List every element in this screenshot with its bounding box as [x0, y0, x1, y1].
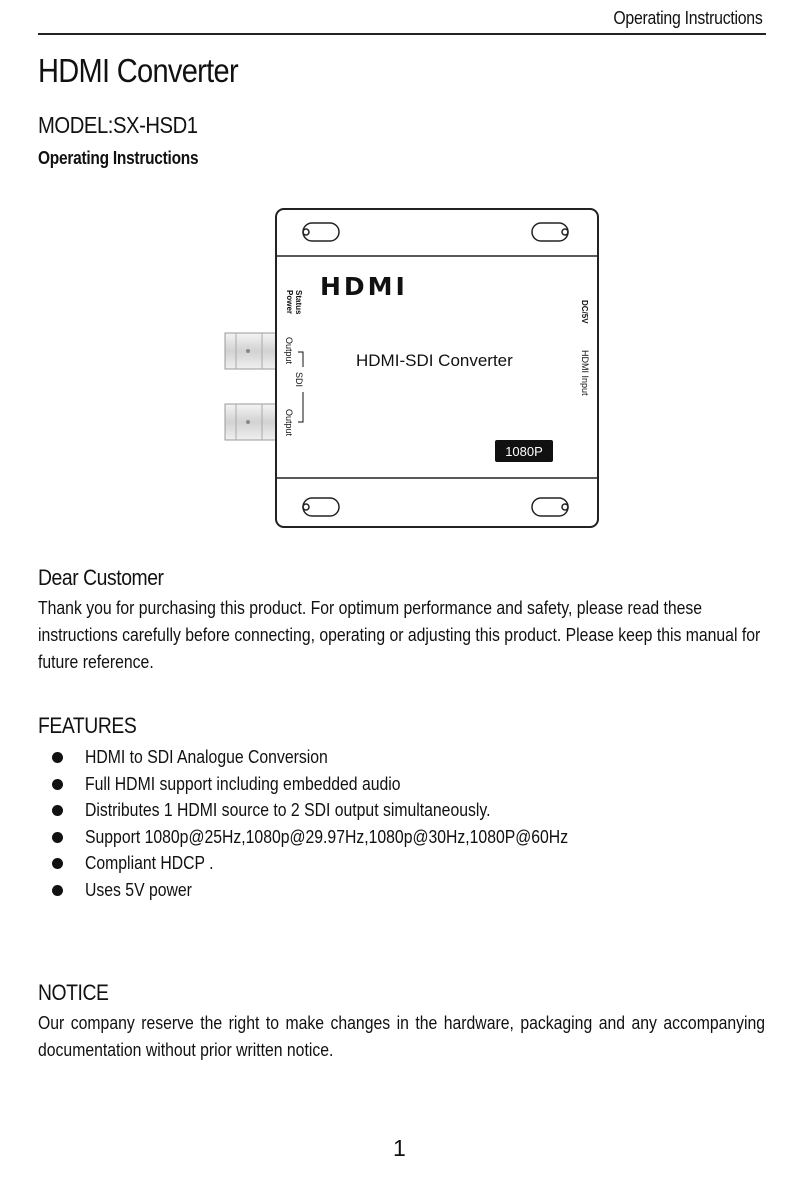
status-label: Status: [294, 290, 303, 315]
document-subtitle: Operating Instructions: [38, 148, 199, 168]
sdi-connector-top: [225, 333, 277, 369]
features-heading: FEATURES: [38, 713, 137, 738]
output-bottom-label: Output: [284, 409, 294, 437]
document-title: HDMI Converter: [38, 52, 238, 89]
running-header-title: Operating Instructions: [612, 8, 762, 28]
bullet-icon: [52, 805, 63, 816]
hdmi-input-label: HDMI Input: [580, 350, 590, 396]
page-number: 1: [393, 1135, 406, 1161]
notice-body: Our company reserve the right to make changes in the hardware, packaging and any accompanying documentation without prior written notice.: [38, 1013, 766, 1060]
sdi-connector-bottom: [225, 404, 277, 440]
power-label: Power: [285, 290, 294, 315]
hdmi-logo: HDMI: [320, 272, 408, 301]
header-rule: [38, 33, 766, 35]
model-number: MODEL:SX-HSD1: [38, 112, 198, 138]
sdi-label: SDI: [294, 372, 304, 388]
dc-power-label: DC/5V: [580, 300, 589, 324]
device-diagram: [200, 200, 620, 540]
bullet-icon: [52, 832, 63, 843]
bullet-icon: [52, 752, 63, 763]
product-label: HDMI-SDI Converter: [356, 351, 513, 370]
dear-customer-body: Thank you for purchasing this product. For optimum performance and safety, please read these instructions carefully before connecting, operating or adjusting this product. Please keep this manual for future reference.: [38, 598, 761, 672]
bullet-icon: [52, 779, 63, 790]
notice-heading: NOTICE: [38, 980, 109, 1005]
bullet-icon: [52, 858, 63, 869]
bullet-icon: [52, 885, 63, 896]
dear-customer-heading: Dear Customer: [38, 565, 164, 590]
resolution-badge-label: 1080P: [505, 444, 543, 459]
output-top-label: Output: [284, 337, 294, 365]
